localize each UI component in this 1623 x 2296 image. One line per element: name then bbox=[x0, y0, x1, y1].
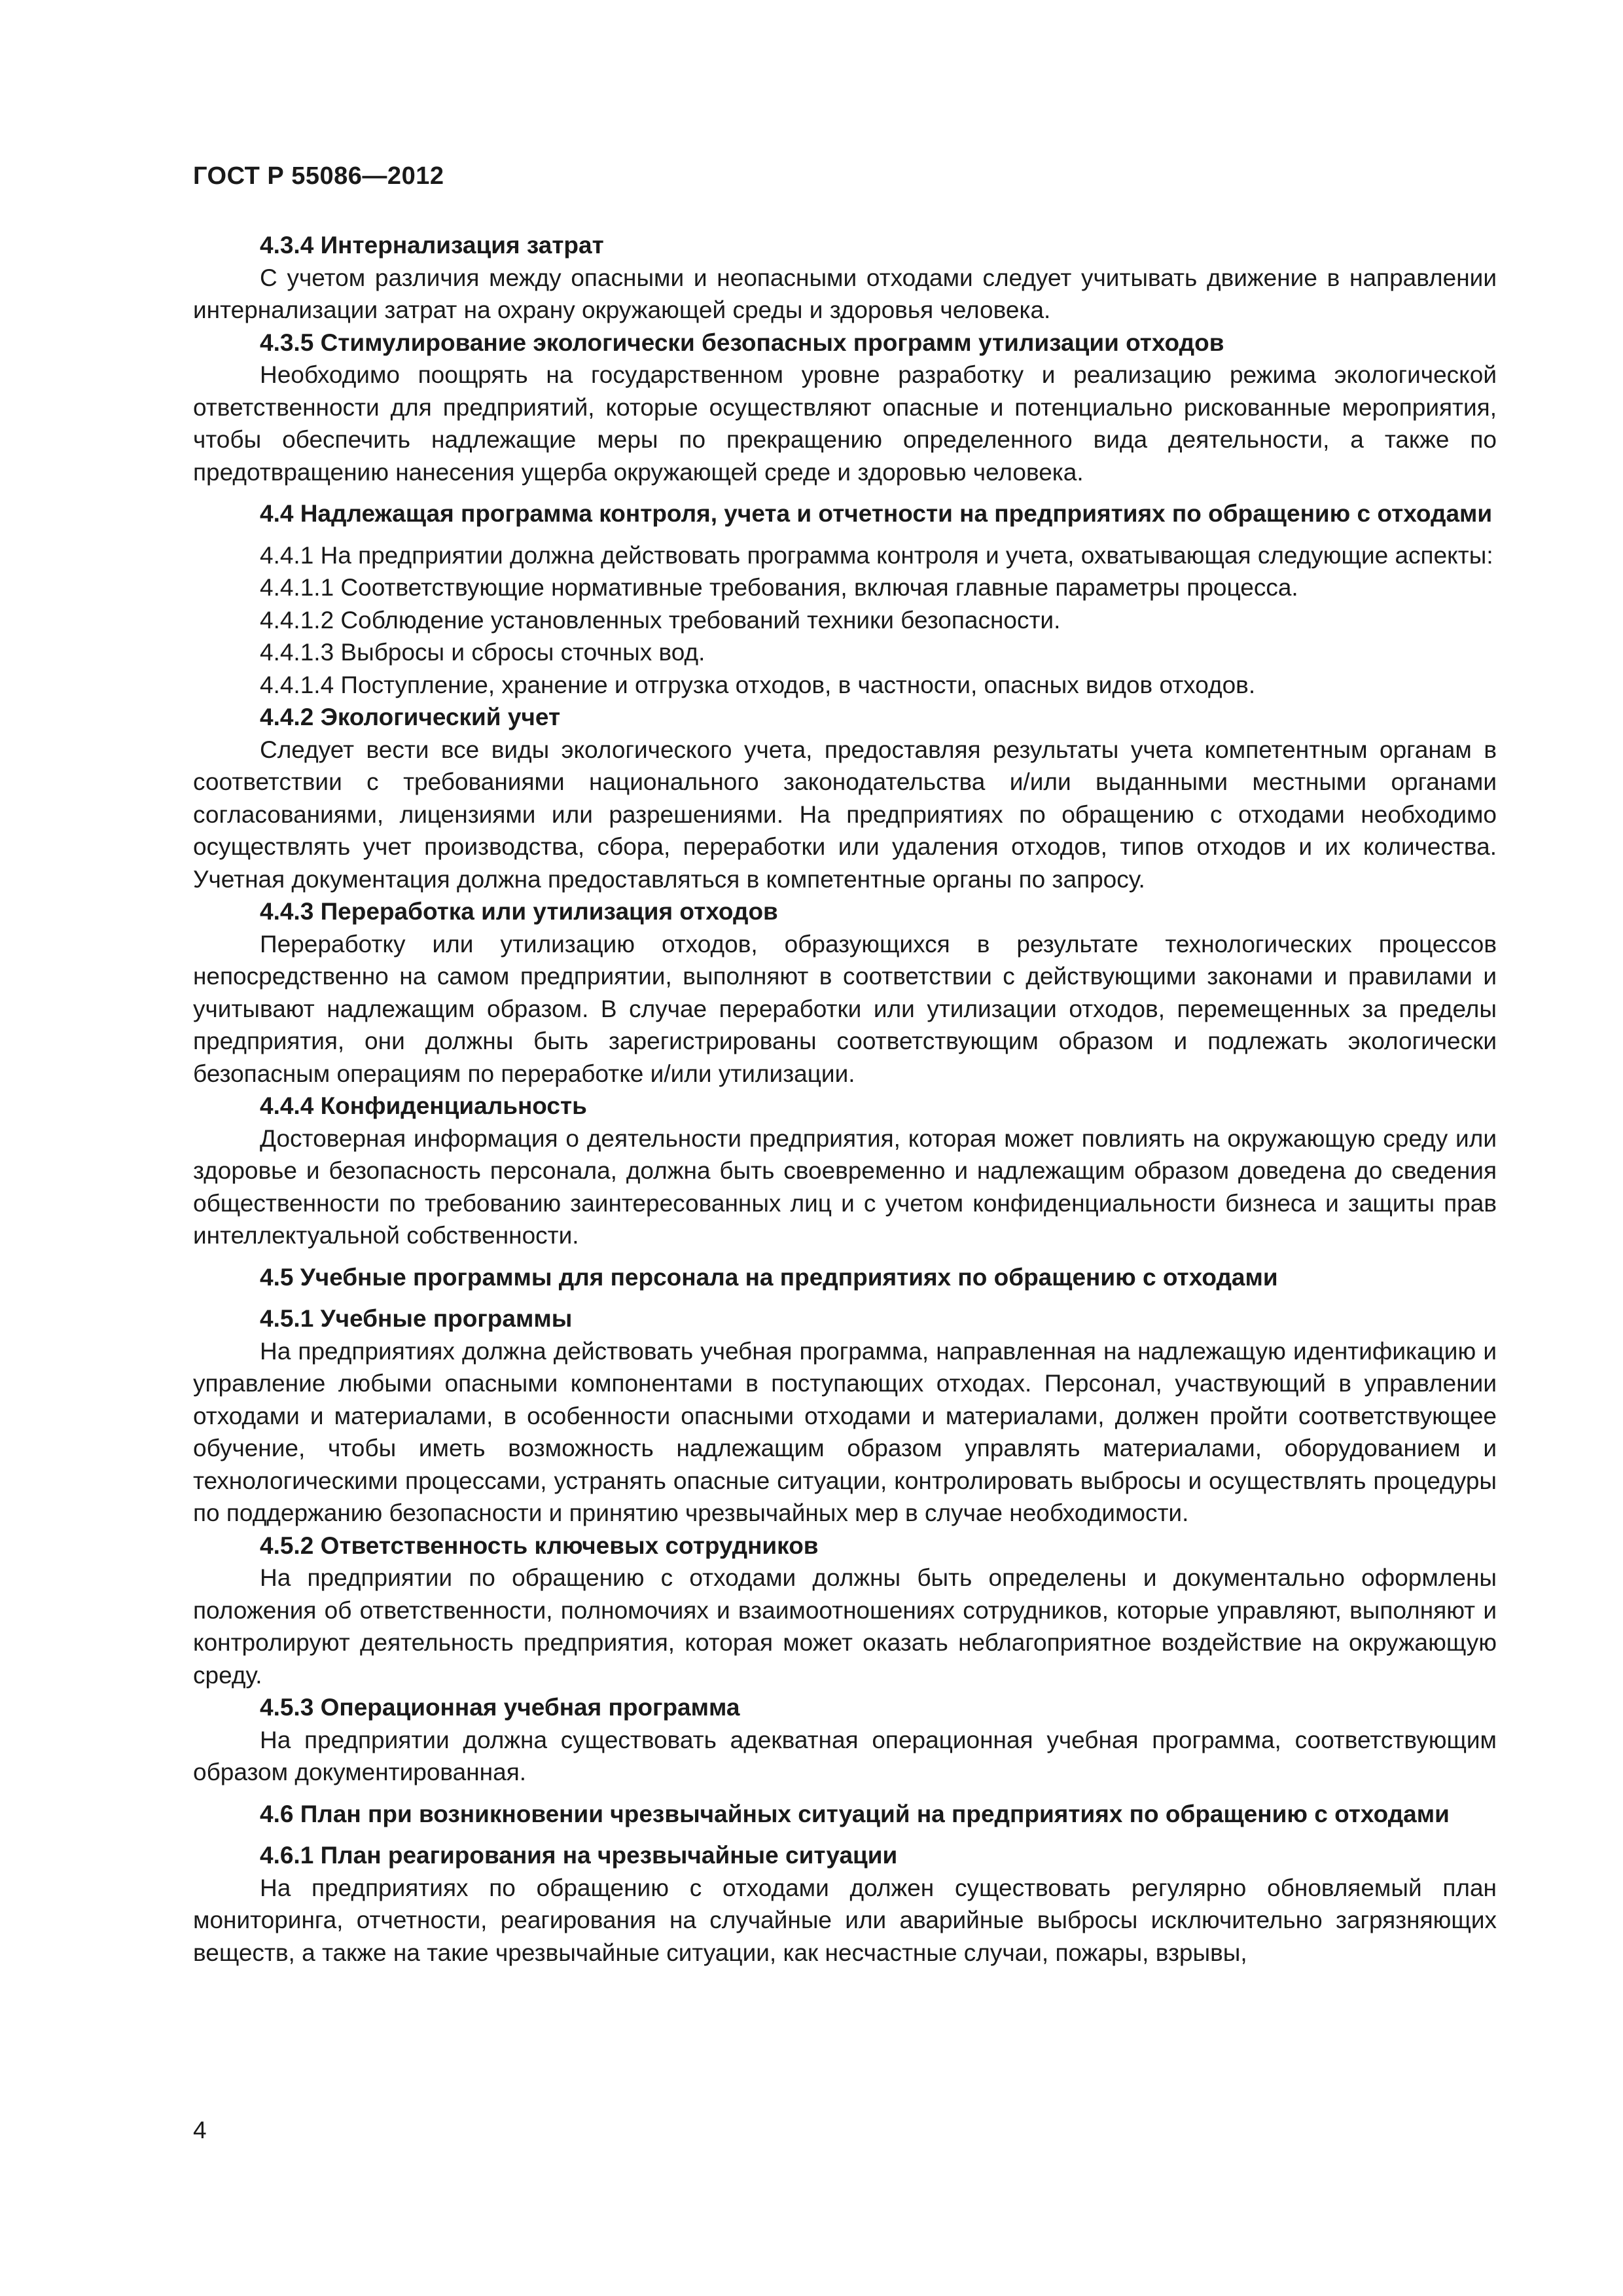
list-item: 4.4.1.3 Выбросы и сбросы сточных вод. bbox=[260, 639, 705, 666]
paragraph: На предприятиях по обращению с отходами должен существовать регулярно обновляемый план мониторинга, отчетности, реагирования на случайные или аварийные выбросы исключительно загрязняющих веществ, а также на такие чрезвычайные ситуации, как несчастные случаи, пожары, взрывы, bbox=[193, 1874, 1497, 1966]
document-code-header: ГОСТ Р 55086—2012 bbox=[193, 162, 444, 190]
paragraph: Переработку или утилизацию отходов, образующихся в результате технологических процессов непосредственно на самом предприятии, выполняют в соответствии с действующими законами и правилами и учитывают надлежащим образом. В случае переработки или утилизации отходов, перемещенных за пределы предприятия, они должны быть зарегистрированы соответствующим образом и подлежать экологически безопасным операциям по переработке и/или утилизации. bbox=[193, 930, 1497, 1087]
section-heading-4-4: 4.4 Надлежащая программа контроля, учета и отчетности на предприятиях по обращению с отходами bbox=[260, 500, 1493, 527]
clause-heading-4-4-4: 4.4.4 Конфиденциальность bbox=[260, 1092, 587, 1119]
document-body bbox=[193, 229, 1497, 1969]
paragraph: С учетом различия между опасными и неопасными отходами следует учитывать движение в направлении интернализации затрат на охрану окружающей среды и здоровья человека. bbox=[193, 264, 1497, 323]
clause-heading-4-4-3: 4.4.3 Переработка или утилизация отходов bbox=[260, 898, 778, 925]
list-item: 4.4.1.4 Поступление, хранение и отгрузка отходов, в частности, опасных видов отходов. bbox=[260, 671, 1256, 698]
section-heading-4-6: 4.6 План при возникновении чрезвычайных ситуаций на предприятиях по обращению с отходами bbox=[260, 1800, 1450, 1827]
section-heading-4-5: 4.5 Учебные программы для персонала на предприятиях по обращению с отходами bbox=[260, 1263, 1278, 1291]
clause-heading-4-5-2: 4.5.2 Ответственность ключевых сотрудников bbox=[260, 1532, 819, 1559]
clause-heading-4-3-5: 4.3.5 Стимулирование экологически безопасных программ утилизации отходов bbox=[260, 329, 1224, 356]
paragraph: Достоверная информация о деятельности предприятия, которая может повлиять на окружающую среду или здоровье и безопасность персонала, должна быть своевременно и надлежащим образом доведена до сведения общественности по требованию заинтересованных лиц и с учетом конфиденциальности бизнеса и защиты прав интеллектуальной собственности. bbox=[193, 1124, 1497, 1249]
clause-heading-4-6-1: 4.6.1 План реагирования на чрезвычайные ситуации bbox=[260, 1842, 898, 1869]
paragraph: На предприятии по обращению с отходами должны быть определены и документально оформлены положения об ответственности, полномочиях и взаимоотношениях сотрудников, которые управляют, выполняют и контролируют деятельность предприятия, которая может оказать неблагоприятное воздействие на окружающую среду. bbox=[193, 1564, 1497, 1689]
clause-heading-4-5-1: 4.5.1 Учебные программы bbox=[260, 1305, 573, 1332]
clause-heading-4-3-4: 4.3.4 Интернализация затрат bbox=[260, 232, 604, 259]
paragraph: Следует вести все виды экологического учета, предоставляя результаты учета компетентным органам в соответствии с требованиями национального законодательства и/или выданными местными органами согласованиями, лицензиями или разрешениями. На предприятиях по обращению с отходами необходимо осуществлять учет производства, сбора, переработки или удаления отходов, типов отходов и их количества. Учетная документация должна предоставляться в компетентные органы по запросу. bbox=[193, 736, 1497, 893]
page-number: 4 bbox=[193, 2117, 207, 2144]
paragraph: Необходимо поощрять на государственном уровне разработку и реализацию режима экологической ответственности для предприятий, которые осуществляют опасные и потенциально рискованные мероприятия, чтобы обеспечить надлежащие меры по прекращению определенного вида деятельности, а также по предотвращению нанесения ущерба окружающей среде и здоровью человека. bbox=[193, 361, 1497, 486]
paragraph: На предприятии должна существовать адекватная операционная учебная программа, соответствующим образом документированная. bbox=[193, 1726, 1497, 1785]
clause-heading-4-5-3: 4.5.3 Операционная учебная программа bbox=[260, 1694, 740, 1721]
list-item: 4.4.1.2 Соблюдение установленных требований техники безопасности. bbox=[260, 606, 1061, 634]
paragraph: 4.4.1 На предприятии должна действовать программа контроля и учета, охватывающая следующие аспекты: bbox=[260, 541, 1493, 569]
paragraph: На предприятиях должна действовать учебная программа, направленная на надлежащую идентификацию и управление любыми опасными компонентами в поступающих отходах. Персонал, участвующий в управлении отходами и материалами, в особенности опасными отходами и материалами, должен пройти соответствующее обучение, чтобы иметь возможность надлежащим образом управлять материалами, оборудованием и технологическими процессами, устранять опасные ситуации, контролировать выбросы и осуществлять процедуры по поддержанию безопасности и принятию чрезвычайных мер в случае необходимости. bbox=[193, 1337, 1497, 1526]
list-item: 4.4.1.1 Соответствующие нормативные требования, включая главные параметры процесса. bbox=[260, 574, 1298, 601]
clause-heading-4-4-2: 4.4.2 Экологический учет bbox=[260, 704, 561, 730]
